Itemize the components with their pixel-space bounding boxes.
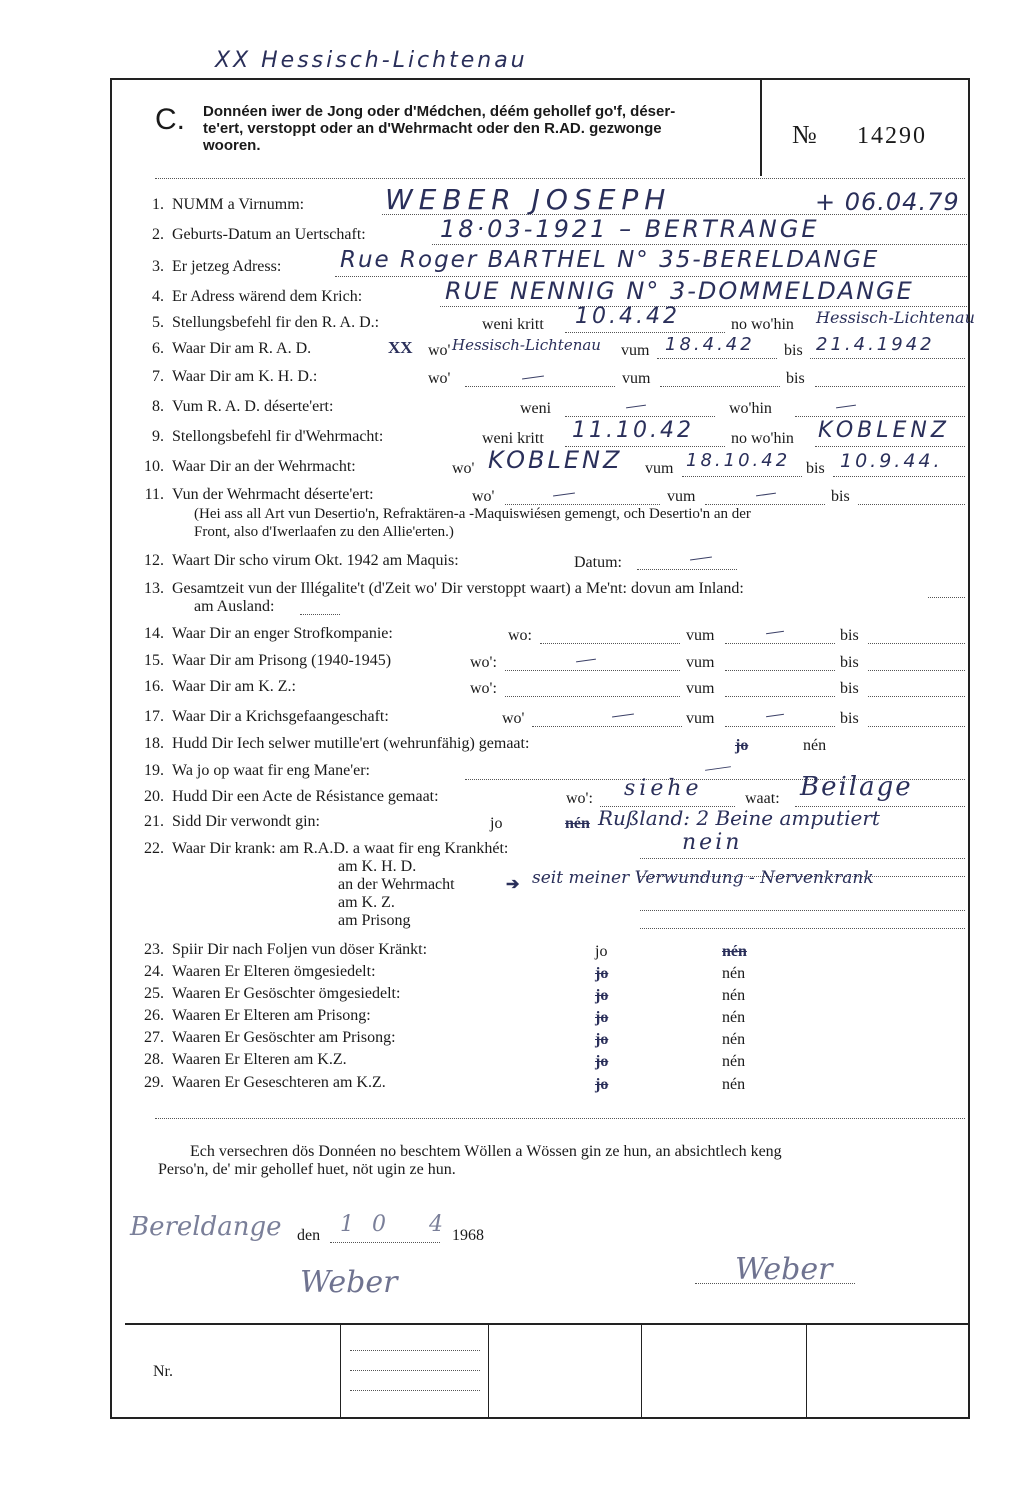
row-15-bis: bis xyxy=(840,654,859,671)
row-10-wo: wo' xyxy=(452,460,475,477)
rad-from: 18.4.42 xyxy=(665,334,755,355)
rad-destination: Hessisch-Lichtenau xyxy=(816,308,975,327)
wehrmacht-from: 18.10.42 xyxy=(686,450,791,471)
death-date-value: + 06.04.79 xyxy=(815,188,960,216)
rad-place: Hessisch-Lichtenau xyxy=(452,336,601,354)
row-9-line-2 xyxy=(815,446,965,447)
row-5-line-1 xyxy=(565,332,725,333)
row-22: 22. Waar Dir krank: am R.A.D. a waat fir eng Krankhét: xyxy=(144,840,509,857)
rad-illness: nein xyxy=(682,830,743,855)
row-11-line-3 xyxy=(858,504,965,505)
row-7-vum: vum xyxy=(622,370,651,387)
row-24: 24. Waaren Er Elteren ömgesiedelt: xyxy=(144,963,376,980)
row-21-jo: jo xyxy=(490,815,503,832)
row-24-nen: nén xyxy=(722,965,746,982)
row-12: 12. Waart Dir scho virum Okt. 1942 am Maquis: xyxy=(144,552,459,569)
row-2: 2. Geburts-Datum an Uertschaft: xyxy=(152,226,366,243)
row-11-bis: bis xyxy=(831,488,850,505)
row-15-vum: vum xyxy=(686,654,715,671)
row-7-bis: bis xyxy=(786,370,805,387)
row-6-line-2 xyxy=(810,358,965,359)
row-10-vum: vum xyxy=(645,460,674,477)
header-text xyxy=(203,103,675,154)
header-line-2: te'ert, verstoppt oder an d'Wehrmacht oder den R.AD. gezwonge xyxy=(203,120,662,137)
row-22-kz: am K. Z. xyxy=(338,894,395,911)
row-9-weni: weni kritt xyxy=(482,430,544,447)
row-2-line xyxy=(432,244,967,245)
signature-left: Weber xyxy=(300,1265,398,1300)
row-16-vum: vum xyxy=(686,680,715,697)
top-handwritten-note: XX Hessisch-Lichtenau xyxy=(215,48,528,73)
row-28-nen: nén xyxy=(722,1053,746,1070)
row-25: 25. Waaren Er Gesöschter ömgesiedelt: xyxy=(144,985,401,1002)
row-8-wohin: wo'hin xyxy=(729,400,772,417)
row-27-nen: nén xyxy=(722,1031,746,1048)
row-17-line-2 xyxy=(725,726,835,727)
row-26: 26. Waaren Er Elteren am Prisong: xyxy=(144,1007,371,1024)
row-13: 13. Gesamtzeit vun der Illégalite't (d'Zeit wo' Dir verstoppt waart) a Me'nt: dovun am Inland: xyxy=(144,580,744,597)
row-5: 5. Stellungsbefehl fir den R. A. D.: xyxy=(152,314,380,331)
row-14-bis: bis xyxy=(840,627,859,644)
row-24-jo: jo xyxy=(595,965,609,982)
row-16-line-2 xyxy=(725,696,835,697)
declaration-separator xyxy=(155,1118,965,1119)
row-20-wo: wo': xyxy=(566,790,593,807)
row-7-line-1 xyxy=(465,386,615,387)
row-23-jo: jo xyxy=(595,943,608,960)
row-15-line-2 xyxy=(725,670,835,671)
row-18: 18. Hudd Dir Iech selwer mutille'ert (wehrunfähig) gemaat: xyxy=(144,735,530,752)
date-line xyxy=(330,1242,440,1243)
signature-line xyxy=(695,1283,855,1284)
row-22-wehrmacht: an der Wehrmacht xyxy=(338,876,455,893)
row-8-line-2 xyxy=(795,416,965,417)
place-value: Bereldange xyxy=(130,1212,282,1242)
row-9: 9. Stellongsbefehl fir d'Wehrmacht: xyxy=(152,428,384,445)
row-7: 7. Waar Dir am K. H. D.: xyxy=(152,368,318,385)
den-label: den xyxy=(297,1227,321,1244)
row-27: 27. Waaren Er Gesöschter am Prisong: xyxy=(144,1029,396,1046)
row-29: 29. Waaren Er Geseschteren am K.Z. xyxy=(144,1074,386,1091)
row-8-line-1 xyxy=(565,416,715,417)
row-6-bis: bis xyxy=(784,342,803,359)
row-11-line-2 xyxy=(705,504,825,505)
row-8-weni: weni xyxy=(520,400,552,417)
row-5-weni: weni kritt xyxy=(482,316,544,333)
table-col-1 xyxy=(340,1325,341,1419)
year-value: 1968 xyxy=(452,1227,484,1244)
row-14-vum: vum xyxy=(686,627,715,644)
row-28-jo: jo xyxy=(595,1053,609,1070)
row-26-jo: jo xyxy=(595,1009,609,1026)
row-22-line-4 xyxy=(640,928,965,929)
table-col-2 xyxy=(488,1325,489,1419)
row-22-line-3 xyxy=(640,910,965,911)
table-dots-1 xyxy=(350,1350,480,1351)
row-9-nowohin: no wo'hin xyxy=(731,430,794,447)
wehrmacht-order-date: 11.10.42 xyxy=(572,418,694,443)
table-dots-3 xyxy=(350,1390,480,1391)
row-6-wo: wo' xyxy=(428,342,451,359)
current-address-value: Rue Roger BARTHEL N° 35-BERELDANGE xyxy=(340,247,880,273)
row-14: 14. Waar Dir an enger Strofkompanie: xyxy=(144,625,393,642)
row-17-line-1 xyxy=(532,726,682,727)
header-divider xyxy=(760,80,762,176)
row-22-prisong: am Prisong xyxy=(338,912,411,929)
table-bottom-border xyxy=(110,1417,970,1419)
row-15-wo: wo': xyxy=(470,654,497,671)
date-value: 10 4 xyxy=(340,1212,461,1237)
row-16-bis: bis xyxy=(840,680,859,697)
row-11-line-1 xyxy=(505,504,660,505)
row-7-wo: wo' xyxy=(428,370,451,387)
rad-order-date: 10.4.42 xyxy=(575,304,680,329)
row-15-line-3 xyxy=(868,670,965,671)
declaration-line-1: Ech versechren dös Donnéen no beschtem Wöllen a Wössen gin ze hun, an absichtlech keng xyxy=(190,1143,782,1160)
row-10-line-1 xyxy=(682,476,802,477)
row-13-ausland: am Ausland: xyxy=(194,598,275,615)
row-8: 8. Vum R. A. D. déserte'ert: xyxy=(152,398,334,415)
number-label: № xyxy=(792,120,817,149)
row-12-line xyxy=(637,569,737,570)
row-14-line-1 xyxy=(540,643,680,644)
row-4: 4. Er Adress wärend dem Krich: xyxy=(152,288,363,305)
row-18-jo: jo xyxy=(735,737,749,754)
row-17-vum: vum xyxy=(686,710,715,727)
row-15-line-1 xyxy=(505,670,680,671)
row-17-line-3 xyxy=(868,726,965,727)
row-14-line-2 xyxy=(725,643,835,644)
resistance-what: Beilage xyxy=(800,772,913,802)
row-25-jo: jo xyxy=(595,987,609,1004)
row-16: 16. Waar Dir am K. Z.: xyxy=(144,678,296,695)
row-17: 17. Waar Dir a Krichsgefaangeschaft: xyxy=(144,708,389,725)
row-23: 23. Spiir Dir nach Foljen vun döser Kränkt: xyxy=(144,941,428,958)
wehrmacht-place: KOBLENZ xyxy=(488,446,623,474)
header-line-3: wooren. xyxy=(203,137,261,154)
row-15: 15. Waar Dir am Prisong (1940-1945) xyxy=(144,652,392,669)
row-3: 3. Er jetzeg Adress: xyxy=(152,258,282,275)
row-14-wo: wo: xyxy=(508,627,532,644)
row-11-vum: vum xyxy=(667,488,696,505)
row-11-wo: wo' xyxy=(472,488,495,505)
row-13-line-2 xyxy=(300,614,340,615)
wehrmacht-illness: seit meiner Verwundung - Nervenkrank xyxy=(532,868,874,888)
table-col-3 xyxy=(641,1325,642,1419)
row-20-waat: waat: xyxy=(745,790,780,807)
row-11: 11. Vun der Wehrmacht déserte'ert: xyxy=(144,486,374,503)
row-21: 21. Sidd Dir verwondt gin: xyxy=(144,813,320,830)
row-25-nen: nén xyxy=(722,987,746,1004)
resistance-where: siehe xyxy=(624,776,703,801)
row-10-line-2 xyxy=(833,476,965,477)
row-27-jo: jo xyxy=(595,1031,609,1048)
row-16-line-1 xyxy=(505,696,680,697)
row-10-bis: bis xyxy=(806,460,825,477)
row-1: 1. NUMM a Virnumm: xyxy=(152,196,305,213)
row-10: 10. Waar Dir an der Wehrmacht: xyxy=(144,458,356,475)
row-13-line-1 xyxy=(928,597,965,598)
row-14-line-3 xyxy=(868,643,965,644)
row-28: 28. Waaren Er Elteren am K.Z. xyxy=(144,1051,347,1068)
form-number: 14290 xyxy=(857,123,927,149)
table-dots-2 xyxy=(350,1370,480,1371)
row-16-line-3 xyxy=(868,696,965,697)
row-4-line xyxy=(440,306,967,307)
wound-detail: Rußland: 2 Beine amputiert xyxy=(598,806,880,830)
row-29-nen: nén xyxy=(722,1076,746,1093)
row-11-note-2: Front, also d'Iwerlaafen zu den Allie'erten.) xyxy=(194,524,454,540)
wehrmacht-destination: KOBLENZ xyxy=(818,418,950,443)
row-20: 20. Hudd Dir een Acte de Résistance gemaat: xyxy=(144,788,439,805)
name-value: WEBER JOSEPH xyxy=(385,183,672,216)
row-29-jo: jo xyxy=(595,1076,609,1093)
row-16-wo: wo': xyxy=(470,680,497,697)
row-6-line-1 xyxy=(657,358,777,359)
row-22-line-1 xyxy=(640,858,965,859)
section-letter: C. xyxy=(155,103,185,136)
row-22-khd: am K. H. D. xyxy=(338,858,417,875)
nr-label: Nr. xyxy=(153,1363,173,1380)
row-12-datum: Datum: xyxy=(574,554,622,571)
row-7-line-2 xyxy=(660,386,780,387)
row-17-wo: wo' xyxy=(502,710,525,727)
row-6-mark: XX xyxy=(388,338,413,357)
row-26-nen: nén xyxy=(722,1009,746,1026)
row-19: 19. Wa jo op waat fir eng Mane'er: xyxy=(144,762,370,779)
wehrmacht-to: 10.9.44. xyxy=(840,450,943,472)
signature-right: Weber xyxy=(735,1252,833,1287)
row-23-nen: nén xyxy=(722,943,747,960)
table-top-border xyxy=(125,1323,968,1325)
header-separator xyxy=(155,178,965,179)
row-5-nowohin: no wo'hin xyxy=(731,316,794,333)
rad-to: 21.4.1942 xyxy=(816,334,935,355)
row-6: 6. Waar Dir am R. A. D. xyxy=(152,340,312,357)
row-17-bis: bis xyxy=(840,710,859,727)
row-21-nen: nén xyxy=(565,815,590,832)
row-6-vum: vum xyxy=(621,342,650,359)
row-11-note-1: (Hei ass all Art vun Desertio'n, Refraktären-a -Maquiswiésen gemengt, och Desertio'n an der xyxy=(194,506,751,522)
header-line-1: Donnéen iwer de Jong oder d'Médchen, déém gehollef go'f, déser- xyxy=(203,103,676,120)
arrow-icon: ➔ xyxy=(506,876,520,893)
table-col-4 xyxy=(806,1325,807,1419)
war-address-value: RUE NENNIG N° 3-DOMMELDANGE xyxy=(445,277,914,305)
row-7-line-3 xyxy=(815,386,965,387)
declaration-line-2: Perso'n, de' mir gehollef huet, nöt ugin ze hun. xyxy=(158,1161,456,1178)
birth-value: 18·03-1921 – BERTRANGE xyxy=(440,215,820,243)
row-18-nen: nén xyxy=(803,737,827,754)
